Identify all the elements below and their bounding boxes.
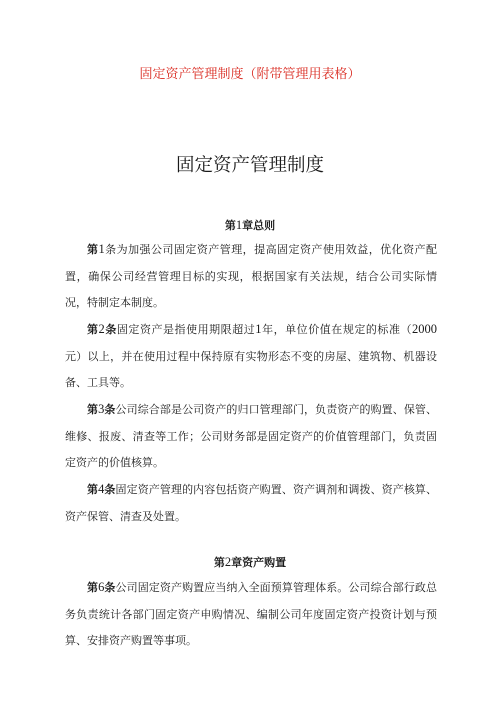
article-3	[65, 396, 437, 477]
article-label: 第3条	[87, 402, 116, 416]
article-label: 第1	[87, 242, 105, 256]
document-header: 固定资产管理制度（附带管理用表格）	[139, 67, 361, 82]
article-label: 第4条	[87, 482, 116, 496]
article-body: 固定资产管理的内容包括资产购置、资产调剂和调拨、资产核算、资产保管、清查及处置。	[65, 483, 438, 523]
article-2: 第2条固定资产是指使用期限超过1年，单位价值在规定的标准（2000元）以上，并在使用过程中保持原有实物形态不变的房屋、建筑物、机器设备、工具等。	[65, 322, 438, 389]
chapter-heading-1: 第1章总则	[224, 218, 276, 232]
document-title: 固定资产管理制度	[175, 155, 324, 176]
article-label: 第2条	[87, 322, 117, 336]
article-4	[65, 476, 437, 530]
article-6	[65, 574, 437, 655]
chapter-heading-2: 第2章资产购置	[213, 555, 287, 569]
article-body: 为加强公司固定资产管理，提高固定资产使用效益，优化资产配置，确保公司经营管理目标的实现，根据国家有关法规，结合公司实际情况，特制定本制度。	[65, 243, 438, 309]
article-1: 第1条为加强公司固定资产管理，提高固定资产使用效益，优化资产配置，确保公司经营管理目标的实现，根据国家有关法规，结合公司实际情况，特制定本制度。	[65, 242, 438, 309]
article-body: 公司综合部是公司资产的归口管理部门，负责资产的购置、保管、维修、报废、清查等工作；公司财务部是固定资产的价值管理部门，负责固定资产的价值核算。	[65, 403, 438, 469]
article-label: 第6条	[87, 580, 116, 594]
article-body: 公司固定资产购置应当纳入全面预算管理体系。公司综合部行政总务负责统计各部门固定资产申购情况、编制公司年度固定资产投资计划与预算、安排资产购置等事项。	[65, 581, 438, 647]
